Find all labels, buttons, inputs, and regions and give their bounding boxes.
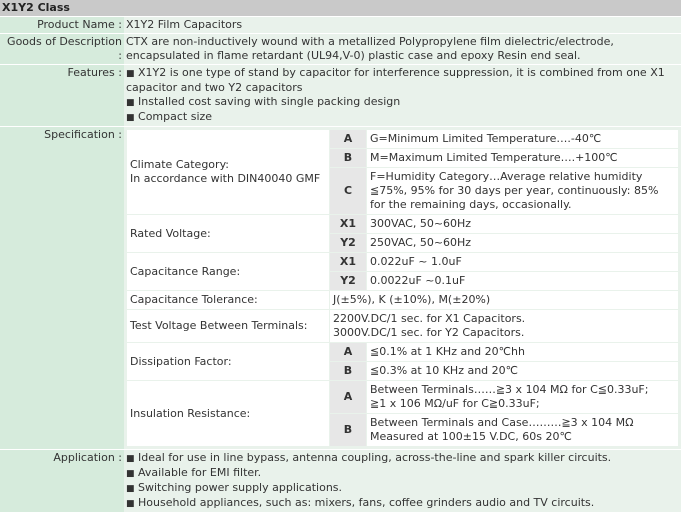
- bullet-icon: ■: [126, 69, 135, 79]
- list-item: ■ Installed cost saving with single packing design: [126, 95, 401, 108]
- spec-desc: 0.0022uF ~0.1uF: [367, 272, 678, 290]
- spec-desc: F=Humidity Category…Average relative humidity ≦75%, 95% for 30 days per year, continuously: 85% for the remaining days, occasionally.: [367, 168, 678, 214]
- application-row: [0, 450, 681, 512]
- product-name-label: Product Name :: [0, 17, 124, 33]
- goods-value: CTX are non-inductively wound with a metallized Polypropylene film dielectric/electrode, encapsulated in flame retardant (UL94,V-0) plastic case and epoxy Resin end seal.: [124, 34, 681, 64]
- spec-desc: ≦0.1% at 1 KHz and 20℃hh: [367, 343, 678, 361]
- spec-code: X1: [330, 253, 366, 271]
- list-item: ■ Available for EMI filter.: [126, 466, 262, 479]
- list-item: ■ Household appliances, such as: mixers, fans, coffee grinders audio and TV circuits.: [126, 496, 595, 509]
- spec-code: B: [330, 149, 366, 167]
- section-title: X1Y2 Class: [0, 0, 681, 16]
- features-list: [126, 66, 679, 125]
- bullet-icon: ■: [126, 454, 135, 464]
- spec-desc: G=Minimum Limited Temperature….-40℃: [367, 130, 678, 148]
- spec-desc: Between Terminals……≧3 x 104 MΩ for C≦0.33uF; ≧1 x 106 MΩ/uF for C≧0.33uF;: [367, 381, 678, 413]
- application-label: Application :: [0, 450, 124, 512]
- spec-desc: 250VAC, 50~60Hz: [367, 234, 678, 252]
- list-item: ■ X1Y2 is one type of stand by capacitor for interference suppression, it is combined from one X1 capacitor and two Y2 capacitors: [126, 66, 665, 94]
- insulation-resistance: Insulation Resistance:: [127, 381, 329, 446]
- rated-voltage: Rated Voltage:: [127, 215, 329, 252]
- spec-code: Y2: [330, 272, 366, 290]
- spec-code: A: [330, 343, 366, 361]
- application-list: [126, 451, 679, 511]
- features-label: Features :: [0, 65, 124, 126]
- spec-code: B: [330, 414, 366, 446]
- specification-row: [0, 127, 681, 449]
- list-item: ■ Compact size: [126, 110, 213, 123]
- spec-code: X1: [330, 215, 366, 233]
- capacitance-range: Capacitance Range:: [127, 253, 329, 290]
- bullet-icon: ■: [126, 469, 135, 479]
- spec-desc: 0.022uF ~ 1.0uF: [367, 253, 678, 271]
- spec-code: A: [330, 130, 366, 148]
- spec-code: A: [330, 381, 366, 413]
- product-name-row: [0, 17, 681, 33]
- spec-desc: 300VAC, 50~60Hz: [367, 215, 678, 233]
- spec-code: C: [330, 168, 366, 214]
- climate-category: Climate Category: In accordance with DIN40040 GMF: [127, 130, 329, 214]
- dissipation-factor: Dissipation Factor:: [127, 343, 329, 380]
- spec-code: Y2: [330, 234, 366, 252]
- bullet-icon: ■: [126, 499, 135, 509]
- list-item: ■ Ideal for use in line bypass, antenna coupling, across-the-line and spark killer circuits.: [126, 451, 612, 464]
- test-voltage: Test Voltage Between Terminals:: [127, 310, 329, 342]
- product-name-value: X1Y2 Film Capacitors: [124, 17, 681, 33]
- spec-desc: Between Terminals and Case………≧3 x 104 MΩ Measured at 100±15 V.DC, 60s 20℃: [367, 414, 678, 446]
- bullet-icon: ■: [126, 113, 135, 123]
- capacitance-tolerance: Capacitance Tolerance:: [127, 291, 329, 309]
- goods-row: [0, 34, 681, 64]
- bullet-icon: ■: [126, 98, 135, 108]
- goods-label: Goods of Description :: [0, 34, 124, 64]
- product-table: [0, 16, 681, 513]
- spec-desc: J(±5%), K (±10%), M(±20%): [330, 291, 678, 309]
- spec-desc: M=Maximum Limited Temperature….+100℃: [367, 149, 678, 167]
- list-item: ■ Switching power supply applications.: [126, 481, 343, 494]
- specification-table: [126, 129, 679, 447]
- features-row: [0, 65, 681, 126]
- spec-code: B: [330, 362, 366, 380]
- spec-desc: ≦0.3% at 10 KHz and 20℃: [367, 362, 678, 380]
- bullet-icon: ■: [126, 484, 135, 494]
- spec-desc: 2200V.DC/1 sec. for X1 Capacitors. 3000V.DC/1 sec. for Y2 Capacitors.: [330, 310, 678, 342]
- specification-label: Specification :: [0, 127, 124, 449]
